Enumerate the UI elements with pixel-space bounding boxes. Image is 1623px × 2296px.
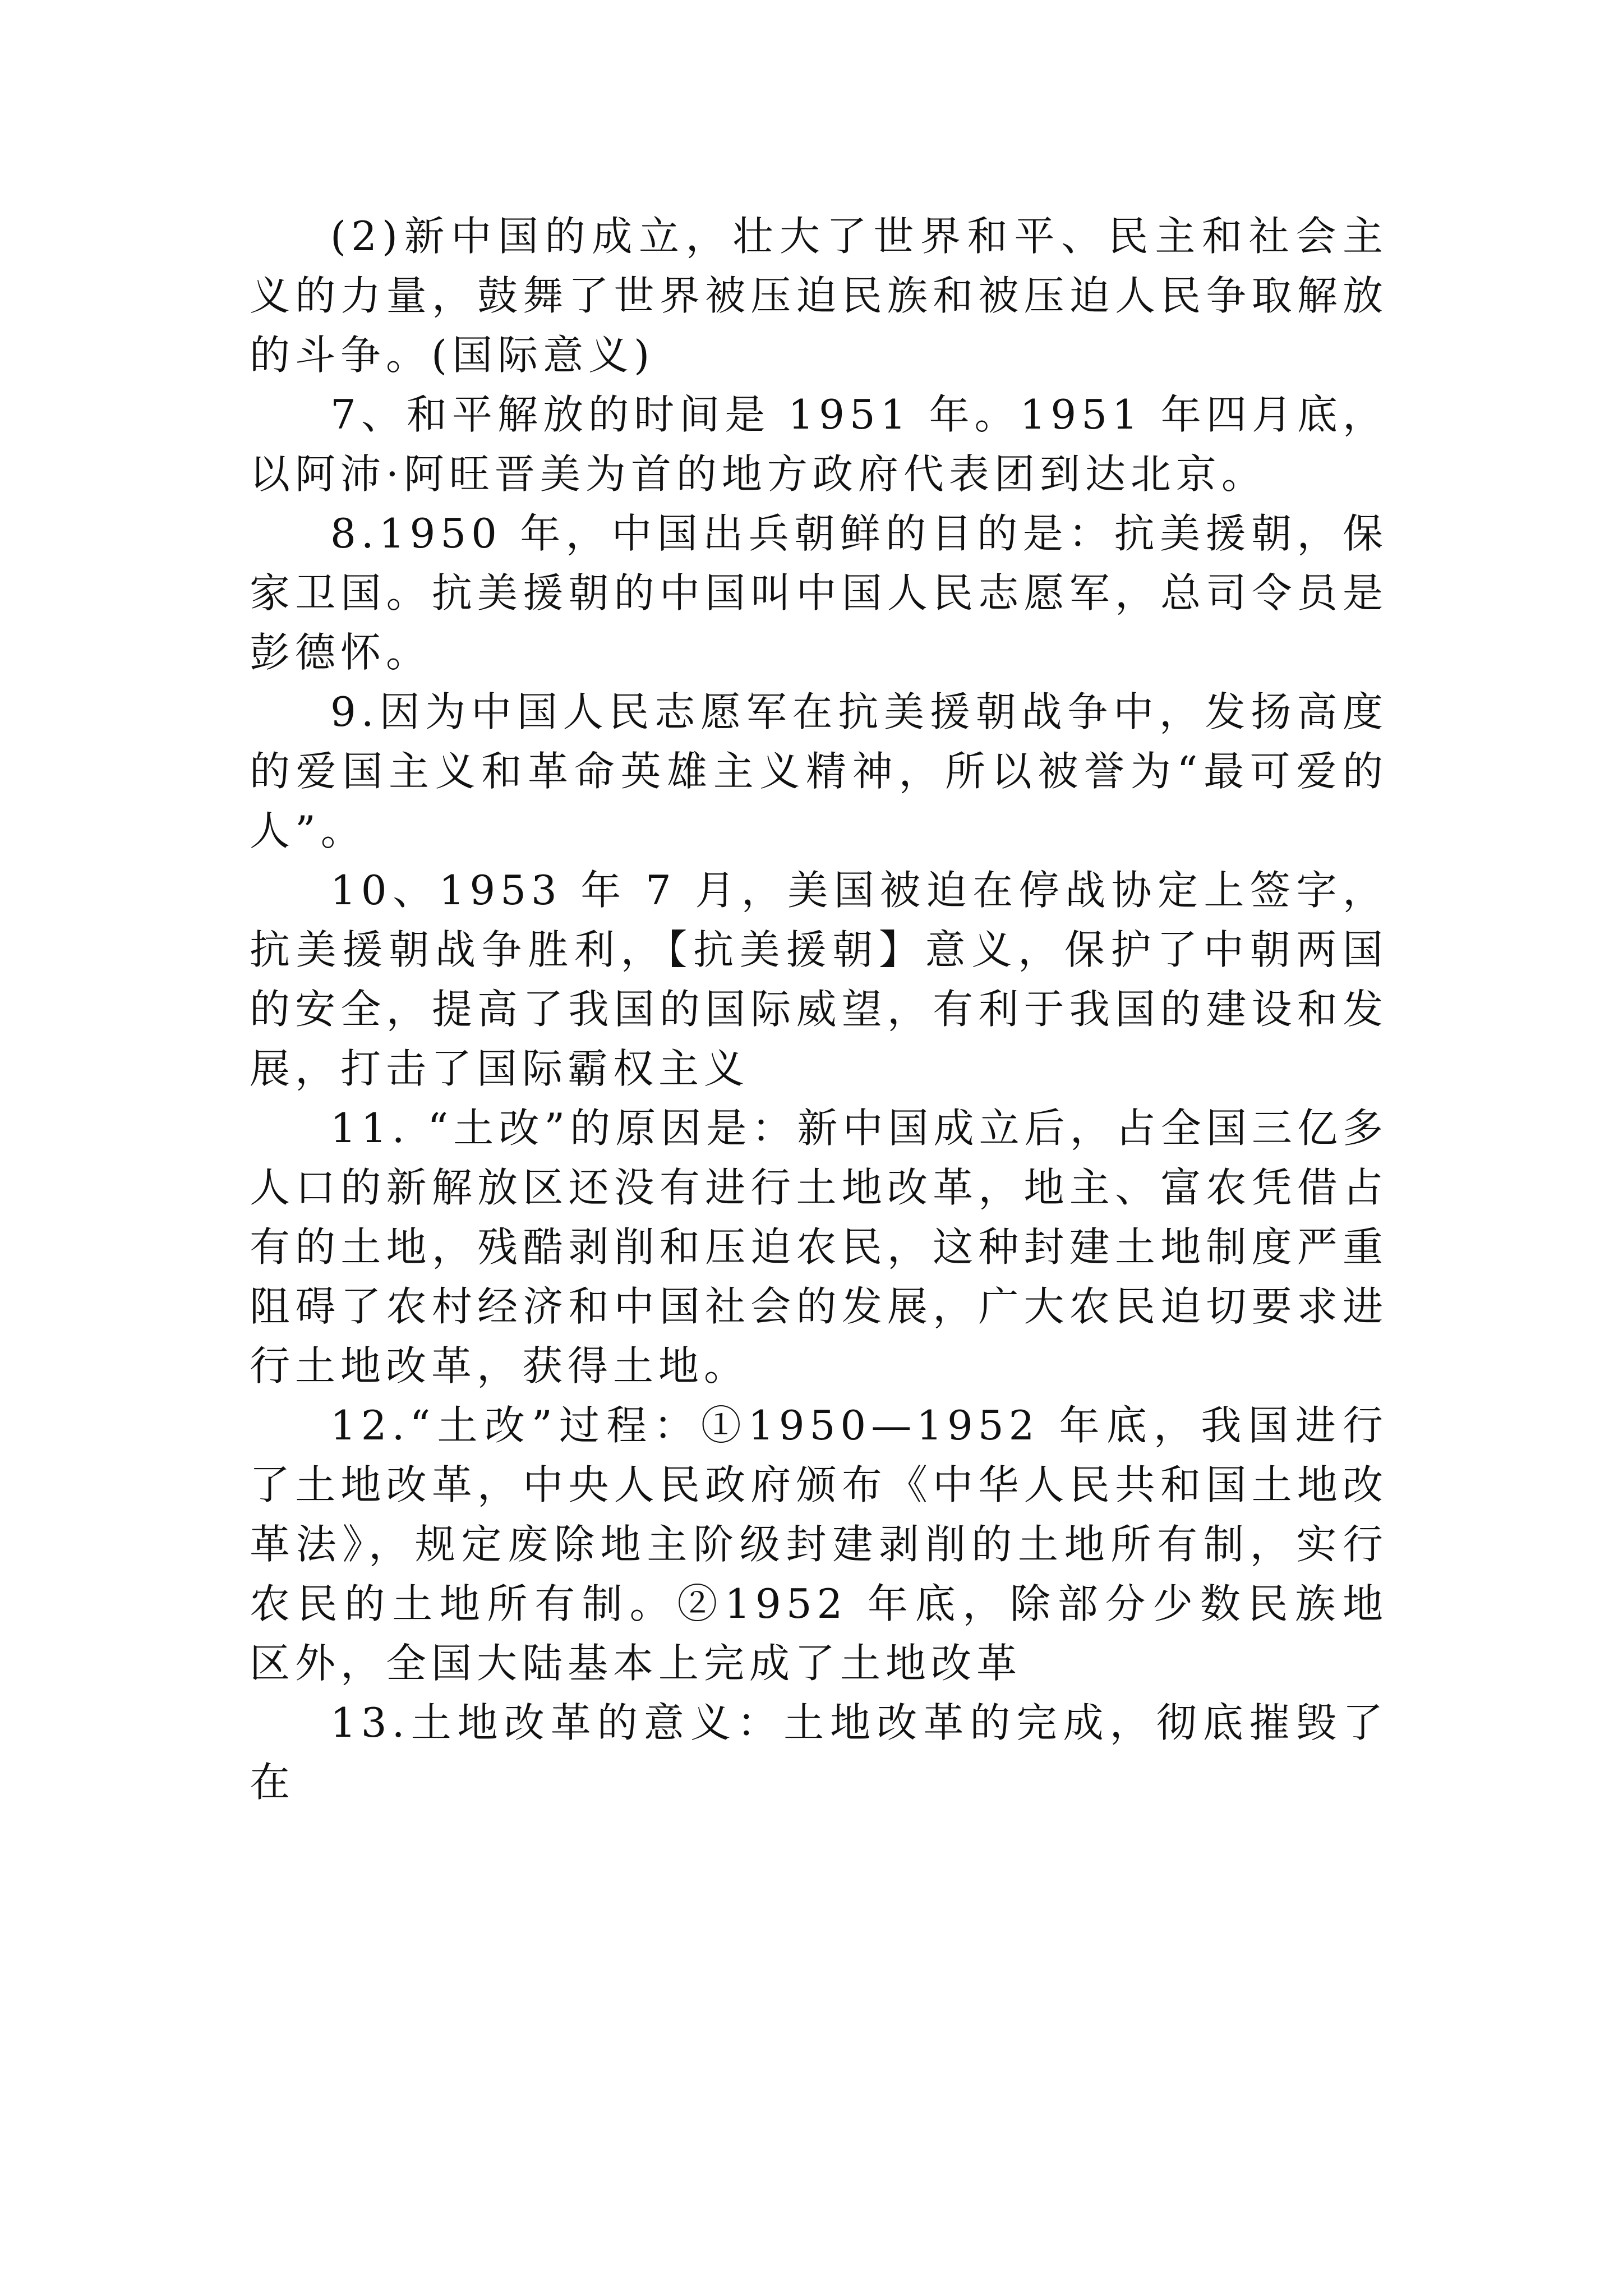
paragraph-peaceful-liberation: 7、和平解放的时间是 1951 年。1951 年四月底，以阿沛·阿旺晋美为首的地方政府代表团到达北京。: [250, 391, 1388, 498]
paragraph-land-reform-process: 12.“土改”过程：①1950—1952 年底，我国进行了土地改革，中央人民政府颁布《中华人民共和国土地改革法》，规定废除地主阶级封建剥削的土地所有制，实行农民的土地所有制。②1952 年底，除部分少数民族地区外，全国大陆基本上完成了土地改革: [250, 1402, 1388, 1687]
paragraph-land-reform-reason: 11. “土改”的原因是：新中国成立后，占全国三亿多人口的新解放区还没有进行土地改革，地主、富农凭借占有的土地，残酷剥削和压迫农民，这种封建土地制度严重阻碍了农村经济和中国社会的发展，广大农民迫切要求进行土地改革，获得土地。: [250, 1105, 1388, 1389]
paragraph-armistice-significance: 10、1953 年 7 月，美国被迫在停战协定上签字，抗美援朝战争胜利，【抗美援朝】意义，保护了中朝两国的安全，提高了我国的国际威望，有利于我国的建设和发展，打击了国际霸权主义: [250, 867, 1388, 1092]
paragraph-korea-war-purpose: 8.1950 年，中国出兵朝鲜的目的是：抗美援朝，保家卫国。抗美援朝的中国叫中国人民志愿军，总司令员是彭德怀。: [250, 510, 1388, 676]
paragraph-national-founding-significance: (2)新中国的成立，壮大了世界和平、民主和社会主义的力量，鼓舞了世界被压迫民族和被压迫人民争取解放的斗争。(国际意义): [250, 213, 1388, 379]
paragraph-land-reform-meaning: 13.土地改革的意义：土地改革的完成，彻底摧毁了在: [250, 1699, 1388, 1806]
document-body: [250, 206, 1388, 1812]
paragraph-most-lovable-people: 9.因为中国人民志愿军在抗美援朝战争中，发扬高度的爱国主义和革命英雄主义精神，所以被誉为“最可爱的人”。: [250, 688, 1388, 854]
